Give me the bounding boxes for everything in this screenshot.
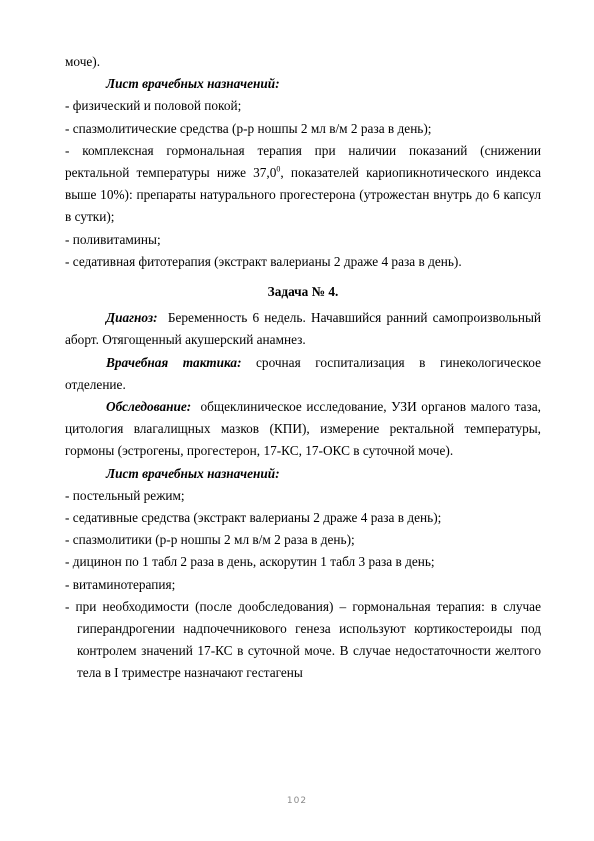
tactics-label: Врачебная тактика: [106, 354, 242, 370]
list-item: - физический и половой покой; [65, 98, 242, 114]
hormonal-text-a: - комплексная гормональная терапия при наличии показаний (снижении ректальной температуры ниже 37,0 [65, 142, 541, 181]
task-title: Задача № 4. [267, 284, 339, 300]
list-item: - постельный режим; [65, 487, 185, 503]
prescription-list-heading: Лист врачебных назначений: [106, 465, 280, 481]
examination-label: Обследование: [106, 399, 192, 415]
list-item: - седативная фитотерапия (экстракт валерианы 2 драже 4 раза в день). [65, 253, 462, 269]
list-item: - спазмолитики (р-р ношпы 2 мл в/м 2 раза в день); [65, 532, 355, 548]
tactics-paragraph [65, 352, 541, 396]
diagnosis-label: Диагноз: [106, 310, 158, 326]
list-item: - седативные средства (экстракт валерианы 2 драже 4 раза в день); [65, 510, 442, 526]
list-item: - при необходимости (после дообследования) – гормональная терапия: в случае гиперандрогении надпочечникового генеза используют кортикостероиды под контролем значений 17-КС в суточной моче. В случае недостаточности желтого тела в I триместре назначают гестагены [65, 598, 541, 681]
list-item: - поливитамины; [65, 231, 161, 247]
prescription-list-heading: Лист врачебных назначений: [106, 76, 280, 92]
diagnosis-text: Беременность 6 недель. Начавшийся ранний самопроизвольный аборт. Отягощенный акушерский анамнез. [65, 310, 541, 348]
page-number: 102 [286, 796, 308, 806]
degree-superscript: 0 [276, 164, 281, 174]
list-item: - дицинон по 1 табл 2 раза в день, аскорутин 1 табл 3 раза в день; [65, 554, 435, 570]
list-item-hormonal-therapy [65, 140, 541, 229]
examination-paragraph [65, 396, 541, 463]
list-item: - витаминотерапия; [65, 576, 176, 592]
list-item: - спазмолитические средства (р-р ношпы 2 мл в/м 2 раза в день); [65, 120, 432, 136]
examination-text: общеклиническое исследование, УЗИ органов малого таза, цитология влагалищных мазков (КПИ), измерение ректальной температуры, гормоны (эстрогены, прогестерон, 17-КС, 17-ОКС в суточной моче). [65, 399, 541, 459]
tactics-text: срочная госпитализация в гинекологическое отделение. [65, 354, 541, 392]
diagnosis-paragraph [65, 307, 541, 351]
hormonal-text-b: , показателей кариопикнотического индекса выше 10%): препараты натурального прогестерона (утрожестан внутрь до 6 капсул в сутки); [65, 165, 541, 225]
continuation-line: моче). [65, 54, 101, 69]
page-content [65, 51, 541, 685]
